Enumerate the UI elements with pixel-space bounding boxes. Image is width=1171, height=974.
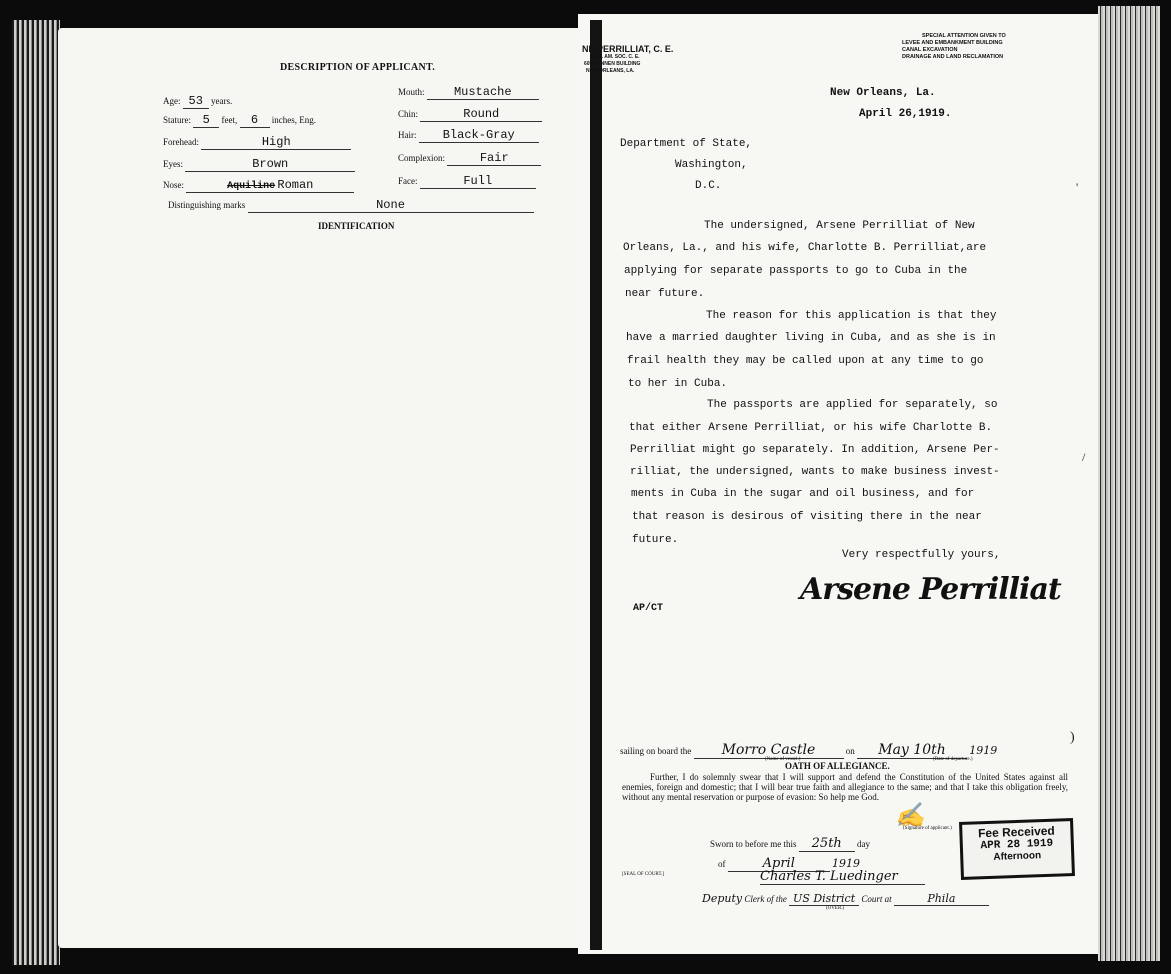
letterhead-line1: MEM. AM. SOC. C. E. — [590, 54, 640, 60]
inches-label: inches, Eng. — [271, 115, 316, 125]
addressee-line-1: Department of State, — [620, 138, 753, 150]
court-seal-label: [SEAL OF COURT.] — [622, 872, 665, 877]
feet-label: feet, — [221, 115, 238, 125]
complexion-row — [398, 151, 541, 166]
nose-value: Roman — [277, 178, 314, 192]
body-line: Orleans, La., and his wife, Charlotte B. Perrilliat,are — [623, 242, 987, 254]
addressee-line-3: D.C. — [695, 180, 722, 192]
eyes-label: Eyes: — [163, 159, 183, 169]
letter-date: April 26,1919. — [859, 108, 952, 120]
oath-text — [622, 772, 1068, 802]
book-gutter — [590, 20, 602, 950]
right-page — [578, 14, 1098, 954]
body-line: future. — [632, 534, 679, 546]
stature-label: Stature: — [163, 115, 191, 125]
body-line: Perrilliat might go separately. In addition, Arsene Per- — [630, 444, 1000, 456]
clerk-row — [702, 892, 989, 906]
letterhead-right-line4: DRAINAGE AND LAND RECLAMATION — [902, 54, 1004, 60]
letterhead-right-line3: CANAL EXCAVATION — [902, 47, 958, 53]
margin-mark: ' — [1076, 180, 1079, 194]
court-at: Court at — [861, 894, 892, 904]
age-value: 53 — [183, 94, 209, 109]
court-city: Phila — [894, 892, 989, 906]
sworn-row — [710, 836, 870, 852]
nose-struck-value: Aquiline — [227, 181, 276, 192]
sworn-year: 1919 — [832, 857, 860, 870]
departure-date: May 10th — [857, 742, 967, 759]
letterhead-name: NE PERRILLIAT, C. E. — [582, 44, 674, 54]
of-label: of — [718, 859, 726, 869]
stature-row — [163, 113, 316, 128]
face-label: Face: — [398, 176, 418, 186]
stamp-line1: Fee Received — [977, 823, 1055, 841]
sworn-month: April — [728, 856, 830, 872]
stamp-line3: Afternoon — [993, 850, 1042, 863]
body-line: rilliat, the undersigned, wants to make business invest- — [630, 466, 1000, 478]
body-line: The undersigned, Arsene Perrilliat of New — [704, 220, 975, 232]
face-row — [398, 174, 536, 189]
margin-mark: / — [1082, 450, 1086, 464]
hair-label: Hair: — [398, 130, 417, 140]
body-line: frail health they may be called upon at any time to go — [627, 355, 984, 367]
letter-place: New Orleans, La. — [830, 87, 936, 99]
eyes-value: Brown — [185, 157, 355, 172]
sworn-day: 25th — [799, 836, 855, 852]
chin-label: Chin: — [398, 109, 419, 119]
departure-caption: (Date of departure.) — [933, 757, 973, 762]
forehead-label: Forehead: — [163, 137, 199, 147]
clerk-signature: Charles T. Luedinger — [760, 869, 925, 885]
clerk-prefix: Clerk of the — [744, 894, 787, 904]
vessel-caption: (Name of vessel.) — [765, 757, 801, 762]
signature-caption: (Signature of applicant.) — [903, 826, 952, 831]
letterhead-line3: NEW ORLEANS, LA. — [586, 68, 635, 74]
stature-feet: 5 — [193, 113, 219, 128]
addressee-line-2: Washington, — [675, 159, 748, 171]
over-label: (OVER.) — [826, 906, 845, 911]
complexion-label: Complexion: — [398, 153, 445, 163]
right-page-stack — [1098, 6, 1160, 961]
forehead-row — [163, 135, 351, 150]
eyes-row — [163, 157, 355, 172]
fee-received-stamp — [959, 818, 1075, 880]
sworn-day-label: day — [856, 839, 870, 849]
vessel-name: Morro Castle — [694, 742, 844, 759]
age-label: Age: — [163, 96, 181, 106]
age-unit: years. — [211, 96, 233, 106]
chin-row — [398, 107, 542, 122]
applicant-signature: Arsene Perrilliat — [800, 572, 1061, 607]
letterhead-right — [902, 33, 1006, 61]
letterhead-right-line1: SPECIAL ATTENTION GIVEN TO — [922, 33, 1006, 39]
age-row — [163, 94, 232, 109]
body-line: that either Arsene Perrilliat, or his wife Charlotte B. — [629, 422, 993, 434]
nose-label: Nose: — [163, 180, 184, 190]
sworn-prefix: Sworn to before me this — [710, 839, 797, 849]
sailing-label: sailing on board the — [620, 746, 692, 756]
deputy-label: Deputy — [702, 892, 743, 905]
chin-value: Round — [420, 107, 542, 122]
letterhead-line2: 605 HENNEN BUILDING — [584, 61, 641, 67]
hair-row — [398, 128, 539, 143]
hair-value: Black-Gray — [419, 128, 539, 143]
body-line: to her in Cuba. — [628, 378, 728, 390]
description-title: DESCRIPTION OF APPLICANT. — [280, 62, 436, 73]
stamp-date: APR 28 1919 — [980, 837, 1054, 853]
marks-value: None — [248, 198, 534, 213]
forehead-value: High — [201, 135, 351, 150]
body-line: ments in Cuba in the sugar and oil business, and for — [631, 488, 975, 500]
identification-heading-cut — [318, 219, 394, 224]
margin-mark: ) — [1070, 730, 1075, 745]
letterhead-left — [582, 44, 673, 75]
letterhead-right-line2: LEVEE AND EMBANKMENT BUILDING — [902, 40, 1003, 46]
court-name: US District — [789, 892, 859, 906]
oath-title: OATH OF ALLEGIANCE. — [785, 761, 890, 771]
marks-row — [168, 198, 534, 213]
body-line: have a married daughter living in Cuba, and as she is in — [626, 332, 996, 344]
letter-initials: AP/CT — [633, 603, 664, 614]
departure-year: 1919 — [969, 744, 998, 757]
letter-closing: Very respectfully yours, — [842, 549, 1001, 561]
mouth-label: Mouth: — [398, 87, 425, 97]
body-line: applying for separate passports to go to Cuba in the — [624, 265, 968, 277]
stature-inches: 6 — [240, 113, 270, 128]
body-line: The passports are applied for separately, so — [707, 399, 998, 411]
left-page-stack — [12, 20, 60, 965]
mouth-value: Mustache — [427, 85, 539, 100]
complexion-value: Fair — [447, 151, 541, 166]
marks-label: Distinguishing marks — [168, 200, 246, 210]
body-line: near future. — [625, 288, 705, 300]
body-line: that reason is desirous of visiting there in the near — [632, 511, 982, 523]
sailing-on: on — [845, 746, 855, 756]
nose-row — [163, 178, 354, 193]
oath-body: Further, I do solemnly swear that I will support and defend the Constitution of the United States against all enemies, foreign and domestic; that I will bear true faith and allegiance to the same; and that I take this obligation freely, without any mental reservation or purpose of evasion: So help me God. — [622, 772, 1068, 802]
oath-signature: ✍ — [895, 800, 925, 829]
face-value: Full — [420, 174, 536, 189]
mouth-row — [398, 85, 539, 100]
body-line: The reason for this application is that they — [706, 310, 997, 322]
